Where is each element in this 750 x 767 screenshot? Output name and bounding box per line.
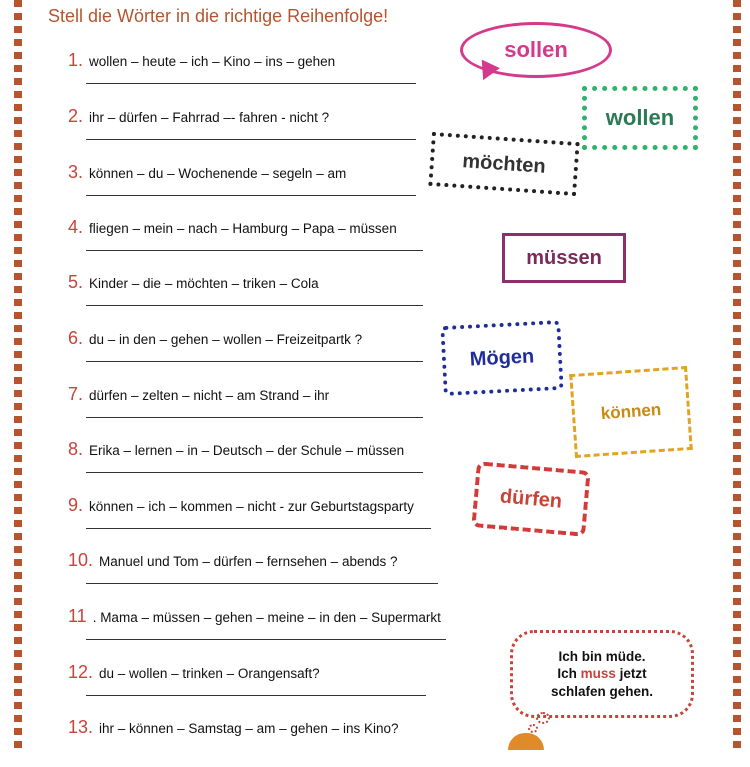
answer-line[interactable] xyxy=(86,139,416,140)
exercise-number: 6. xyxy=(68,328,84,348)
answer-line[interactable] xyxy=(86,195,416,196)
exercise-text: ihr – können – Samstag – am – gehen – ins Kino? xyxy=(99,721,399,736)
exercise-number: 5. xyxy=(68,272,84,292)
exercise-text: du – in den – gehen – wollen – Freizeitpartk ? xyxy=(89,332,363,347)
exercise-item xyxy=(68,662,448,712)
exercise-item xyxy=(68,217,448,267)
answer-line[interactable] xyxy=(86,305,423,306)
thought-line-3: schlafen gehen. xyxy=(550,683,654,699)
exercise-item xyxy=(68,550,448,600)
exercise-number: 3. xyxy=(68,162,84,182)
exercise-text: können – ich – kommen – nicht - zur Geburtstagsparty xyxy=(89,499,414,514)
exercise-text: wollen – heute – ich – Kino – ins – gehen xyxy=(89,54,336,69)
exercise-text: dürfen – zelten – nicht – am Strand – ihr xyxy=(89,388,330,403)
label-muessen xyxy=(502,233,626,283)
exercise-item xyxy=(68,384,448,434)
answer-line[interactable] xyxy=(86,583,438,584)
thought-line-1: Ich bin müde. xyxy=(558,648,646,664)
thought-bubble xyxy=(510,630,694,718)
exercise-item xyxy=(68,106,448,156)
answer-line[interactable] xyxy=(86,695,426,696)
exercise-item xyxy=(68,439,448,489)
exercise-text: Manuel und Tom – dürfen – fernsehen – abends ? xyxy=(99,554,398,569)
word-sollen: sollen xyxy=(504,37,568,62)
dotted-border-right xyxy=(733,0,741,750)
word-koennen: können xyxy=(600,399,662,424)
exercise-number: 4. xyxy=(68,217,84,237)
exercise-text: Kinder – die – möchten – triken – Cola xyxy=(89,276,319,291)
label-koennen xyxy=(569,366,693,458)
exercise-number: 1. xyxy=(68,50,84,70)
label-moegen xyxy=(440,320,563,396)
label-duerfen xyxy=(471,461,590,537)
dotted-border-left xyxy=(14,0,22,750)
exercise-number: 12. xyxy=(68,662,94,682)
exercise-number: 2. xyxy=(68,106,84,126)
worksheet-title: Stell die Wörter in die richtige Reihenfolge! xyxy=(48,6,389,26)
exercise-text: ihr – dürfen – Fahrrad –- fahren - nicht ? xyxy=(89,110,330,125)
exercise-item xyxy=(68,495,448,545)
exercise-item xyxy=(68,272,448,322)
exercise-item xyxy=(68,328,448,378)
exercise-text: du – wollen – trinken – Orangensaft? xyxy=(99,666,320,681)
highlight-muss: muss xyxy=(580,666,616,682)
exercise-number: 10. xyxy=(68,550,94,570)
answer-line[interactable] xyxy=(86,83,416,84)
exercise-item xyxy=(68,162,448,212)
label-wollen xyxy=(582,86,698,150)
word-muessen: müssen xyxy=(526,246,602,269)
exercise-number: 7. xyxy=(68,384,84,404)
answer-line[interactable] xyxy=(86,528,431,529)
word-duerfen: dürfen xyxy=(499,484,563,513)
thought-line-2: Ich muss jetzt xyxy=(557,666,647,682)
exercise-number: 11 xyxy=(68,606,87,626)
exercise-number: 13. xyxy=(68,717,94,737)
answer-line[interactable] xyxy=(86,639,446,640)
answer-line[interactable] xyxy=(86,361,423,362)
word-moegen: Mögen xyxy=(469,344,535,371)
exercise-number: 9. xyxy=(68,495,84,515)
cartoon-character xyxy=(508,733,544,750)
thought-dot-small xyxy=(528,724,538,733)
exercise-text: fliegen – mein – nach – Hamburg – Papa – müssen xyxy=(89,221,397,236)
exercise-number: 8. xyxy=(68,439,84,459)
answer-line[interactable] xyxy=(86,417,423,418)
word-wollen: wollen xyxy=(605,105,675,130)
exercise-text: Erika – lernen – in – Deutsch – der Schule – müssen xyxy=(89,443,405,458)
word-moechten: möchten xyxy=(461,149,547,178)
exercise-item xyxy=(68,717,448,767)
exercise-text: können – du – Wochenende – segeln – am xyxy=(89,166,347,181)
answer-line[interactable] xyxy=(86,250,423,251)
exercise-item xyxy=(68,606,448,656)
exercise-item xyxy=(68,50,448,100)
thought-dot-large xyxy=(536,712,550,724)
label-moechten xyxy=(428,132,579,196)
exercise-text: . Mama – müssen – gehen – meine – in den – Supermarkt xyxy=(92,610,441,625)
answer-line[interactable] xyxy=(86,472,423,473)
